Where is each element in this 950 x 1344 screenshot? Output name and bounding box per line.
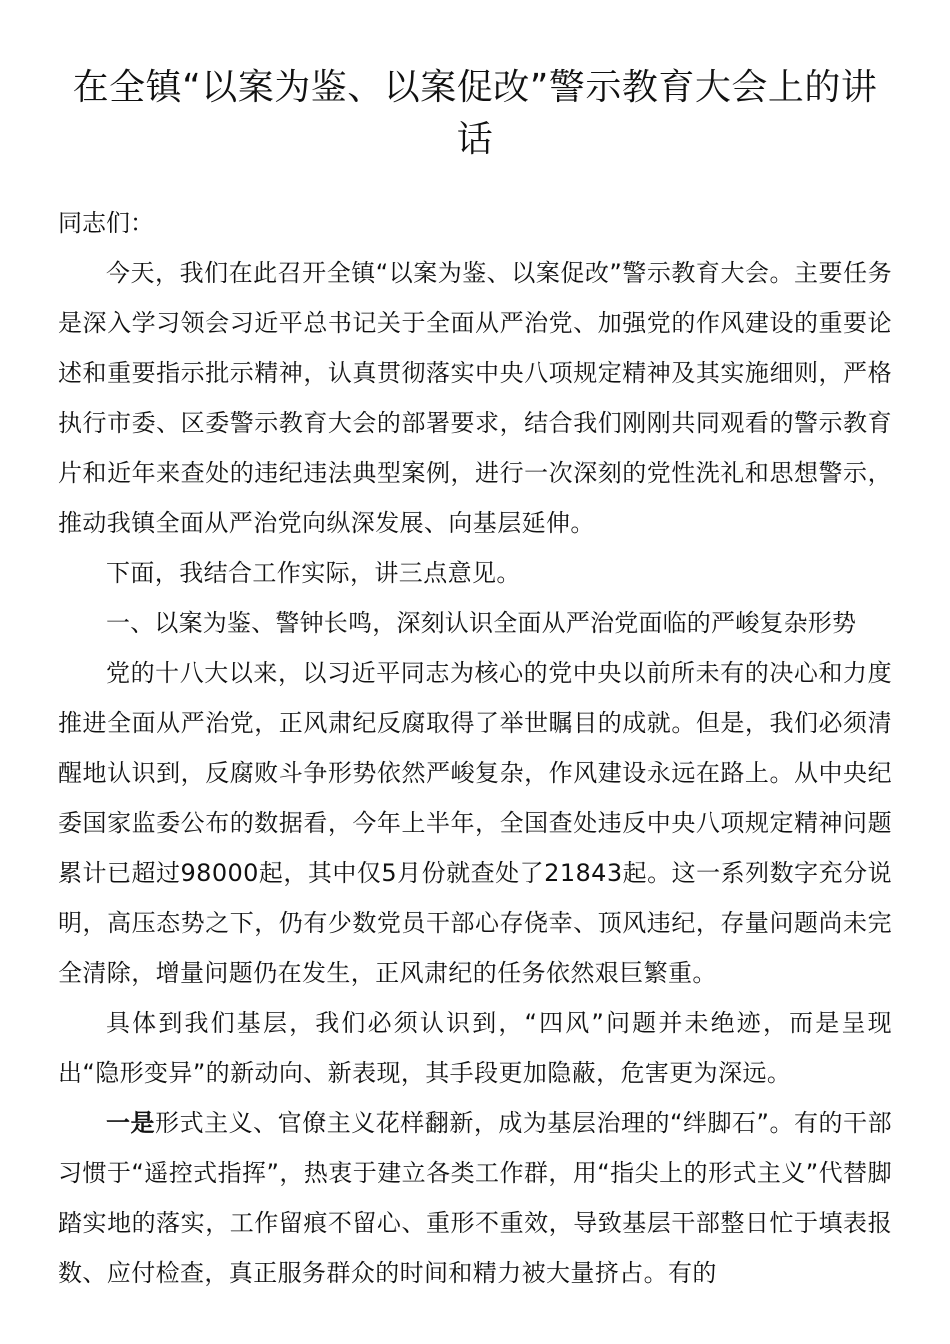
point-one-lead: 一是 [106, 1109, 156, 1137]
paragraph-intro: 今天，我们在此召开全镇“以案为鉴、以案促改”警示教育大会。主要任务是深入学习领会习近平总书记关于全面从严治党、加强党的作风建设的重要论述和重要指示批示精神，认真贯彻落实中央八项规定精神及其实施细则，严格执行市委、区委警示教育大会的部署要求，结合我们刚刚共同观看的警示教育片和近年来查处的违纪违法典型案例，进行一次深刻的党性洗礼和思想警示，推动我镇全面从严治党向纵深发展、向基层延伸。 [58, 259, 892, 537]
paragraph-situation: 党的十八大以来，以习近平同志为核心的党中央以前所未有的决心和力度推进全面从严治党，正风肃纪反腐取得了举世瞩目的成就。但是，我们必须清醒地认识到，反腐败斗争形势依然严峻复杂，作风建设永远在路上。从中央纪委国家监委公布的数据看，今年上半年，全国查处违反中央八项规定精神问题累计已超过98000起，其中仅5月份就查处了21843起。这一系列数字充分说明，高压态势之下，仍有少数党员干部心存侥幸、顶风违纪，存量问题尚未完全清除，增量问题仍在发生，正风肃纪的任务依然艰巨繁重。 [58, 659, 892, 987]
paragraph-outline: 下面，我结合工作实际，讲三点意见。 [106, 559, 521, 587]
salutation: 同志们： [58, 209, 154, 237]
paragraph-point-one [58, 1098, 892, 1298]
point-one-text: 形式主义、官僚主义花样翻新，成为基层治理的“绊脚石”。有的干部习惯于“遥控式指挥”，热衷于建立各类工作群，用“指尖上的形式主义”代替脚踏实地的落实，工作留痕不留心、重形不重效，导致基层干部整日忙于填表报数、应付检查，真正服务群众的时间和精力被大量挤占。有的 [58, 1109, 892, 1287]
document-title: 在全镇“以案为鉴、以案促改”警示教育大会上的讲话 [72, 67, 878, 160]
paragraph-grassroots: 具体到我们基层，我们必须认识到，“四风”问题并未绝迹，而是呈现出“隐形变异”的新动向、新表现，其手段更加隐蔽，危害更为深远。 [58, 1009, 892, 1087]
section-heading-1: 一、以案为鉴、警钟长鸣，深刻认识全面从严治党面临的严峻复杂形势 [106, 609, 857, 637]
